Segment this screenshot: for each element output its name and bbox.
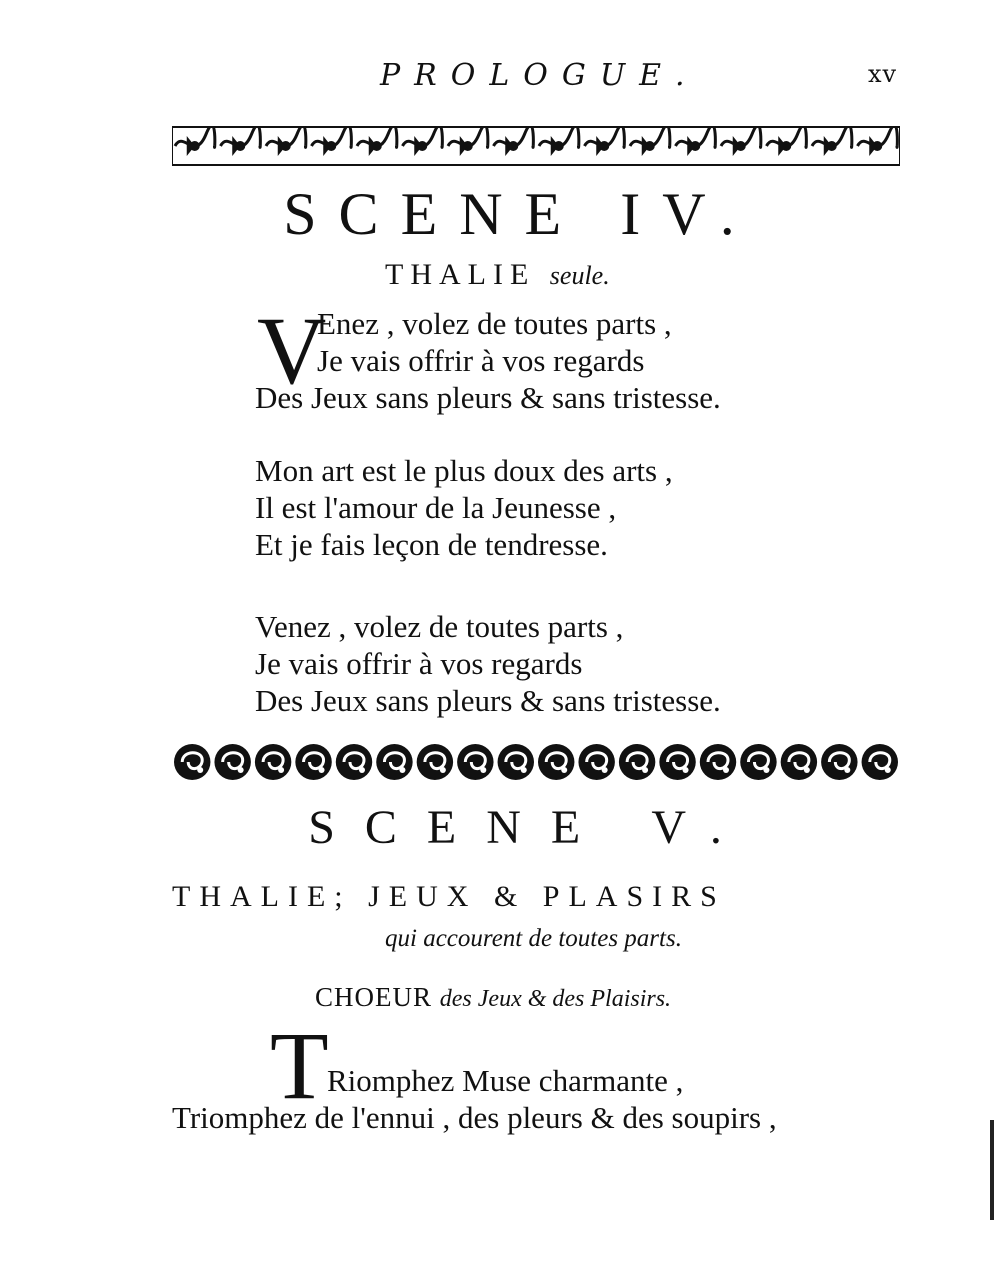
verse-line: Il est l'amour de la Jeunesse , <box>255 490 617 525</box>
scroll-ornament-icon <box>659 744 695 780</box>
stanza-1 <box>255 297 721 416</box>
running-title: PROLOGUE. <box>380 58 699 93</box>
scene-iv-speaker <box>385 258 610 292</box>
page-number: xv <box>868 60 898 88</box>
fleuron-icon <box>312 126 352 156</box>
scroll-ornament-icon <box>417 744 453 780</box>
scroll-ornament-icon <box>740 744 776 780</box>
scroll-ornament-icon <box>214 744 250 780</box>
fleuron-icon <box>630 126 670 156</box>
fleuron-icon <box>721 126 761 156</box>
scroll-ornament-icon <box>619 744 655 780</box>
stanza-3 <box>255 608 721 719</box>
page-edge-shadow <box>990 1120 994 1220</box>
drop-cap-t: T <box>270 1012 329 1119</box>
verse-line: Triomphez de l'ennui , des pleurs & des soupirs , <box>172 1100 777 1135</box>
scroll-ornament-icon <box>781 744 817 780</box>
scene-v-speakers-note: qui accourent de toutes parts. <box>385 925 682 952</box>
verse-line: Je vais offrir à vos regards <box>255 646 583 681</box>
fleuron-icon <box>221 126 261 156</box>
stanza-2 <box>255 452 673 563</box>
verse-line: Mon art est le plus doux des arts , <box>255 453 673 488</box>
verse-line: Et je fais leçon de tendresse. <box>255 527 608 562</box>
scroll-ornament-icon <box>538 744 574 780</box>
fleuron-icon <box>812 126 852 156</box>
fleuron-icon <box>357 126 397 156</box>
scroll-ornament-icon <box>376 744 412 780</box>
speaker-name: THALIE <box>385 258 536 291</box>
chorus-note: des Jeux & des Plaisirs. <box>439 986 672 1012</box>
verse-line: Enez , volez de toutes parts , <box>317 306 672 341</box>
chorus-verse <box>172 1012 777 1136</box>
verse-line: Des Jeux sans pleurs & sans tristesse. <box>255 380 721 415</box>
fleuron-icon <box>676 126 716 156</box>
fleuron-icon <box>539 126 579 156</box>
ornament-band-top <box>172 126 900 166</box>
scene-v-title: SCENE V. <box>308 801 752 854</box>
scroll-ornament-icon <box>498 744 534 780</box>
fleuron-icon <box>585 126 625 156</box>
scroll-ornament-icon <box>295 744 331 780</box>
speaker-note: seule. <box>549 261 610 290</box>
scroll-ornament-icon <box>457 744 493 780</box>
fleuron-icon <box>448 126 488 156</box>
scene-v-speakers: THALIE; JEUX & PLASIRS <box>172 880 726 913</box>
scroll-ornament-icon <box>700 744 736 780</box>
scroll-ornament-icon <box>174 744 210 780</box>
drop-cap-v: V <box>257 297 327 404</box>
fleuron-icon <box>767 126 807 156</box>
scroll-ornament-icon <box>578 744 614 780</box>
fleuron-icon <box>403 126 443 156</box>
verse-line: Riomphez Muse charmante , <box>327 1063 684 1098</box>
scene-iv-title: SCENE IV. <box>283 181 757 247</box>
fleuron-icon <box>175 126 215 156</box>
chorus-heading <box>315 982 671 1013</box>
verse-line: Je vais offrir à vos regards <box>317 343 645 378</box>
fleuron-icon <box>266 126 306 156</box>
scroll-ornament-icon <box>255 744 291 780</box>
verse-line: Venez , volez de toutes parts , <box>255 609 624 644</box>
ornament-band-middle <box>172 740 900 784</box>
chorus-label: CHOEUR <box>315 982 433 1012</box>
scroll-ornament-icon <box>336 744 372 780</box>
fleuron-icon <box>494 126 534 156</box>
fleuron-icon <box>858 126 898 156</box>
verse-line: Des Jeux sans pleurs & sans tristesse. <box>255 683 721 718</box>
scroll-ornament-icon <box>821 744 857 780</box>
scroll-ornament-icon <box>862 744 898 780</box>
